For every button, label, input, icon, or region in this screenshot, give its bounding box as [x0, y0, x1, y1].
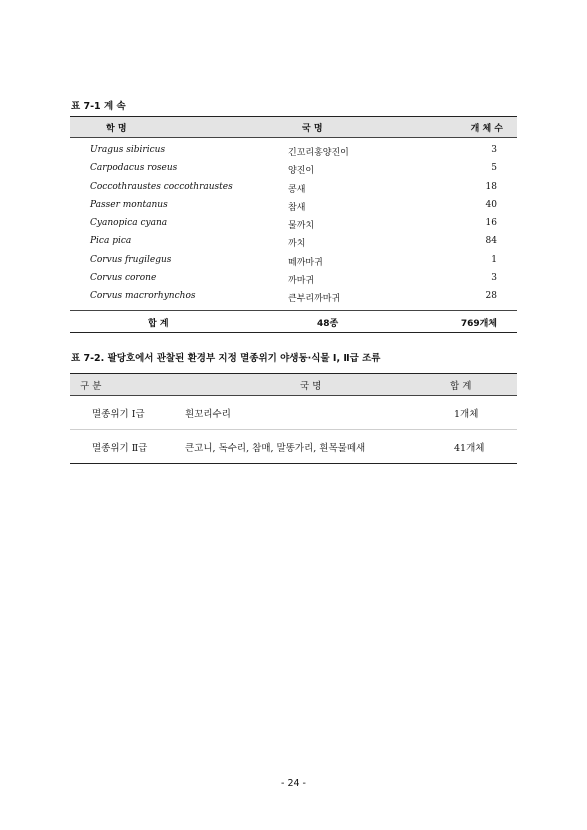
individual-count: 3	[491, 273, 497, 284]
species-table-header	[70, 117, 517, 138]
table-row	[70, 233, 517, 251]
header-scientific-name: 학 명	[106, 124, 127, 134]
individual-count: 3	[491, 145, 497, 155]
scientific-name: Corvus macrorhynchos	[90, 291, 196, 302]
total-individuals: 769개체	[460, 318, 497, 329]
individual-count: 84	[485, 236, 497, 247]
species-names: 흰꼬리수리	[185, 409, 231, 420]
header-total: 합 계	[450, 381, 472, 392]
header-korean-name: 국 명	[300, 381, 322, 392]
table-row	[70, 252, 517, 270]
scientific-name: Passer montanus	[90, 199, 168, 210]
total-species: 48종	[317, 318, 339, 329]
species-names: 큰고니, 독수리, 참매, 말똥가리, 흰목물떼새	[185, 443, 366, 454]
endangered-table	[70, 373, 517, 464]
scientific-name: Corvus corone	[90, 273, 157, 284]
korean-name: 긴꼬리홍양진이	[288, 148, 349, 158]
endangered-table-header	[70, 374, 517, 396]
endangered-category: 멸종위기 Ⅰ급	[92, 409, 145, 420]
page-number: - 24 -	[281, 778, 306, 789]
total-label: 합 계	[148, 318, 169, 329]
korean-name: 물까치	[288, 221, 315, 232]
scientific-name: Cyanopica cyana	[90, 218, 168, 229]
korean-name: 까마귀	[288, 276, 315, 287]
table-row	[70, 179, 517, 197]
individual-count: 28	[485, 291, 497, 302]
scientific-name: Carpodacus roseus	[90, 163, 178, 174]
individual-count: 18	[485, 181, 497, 192]
table-row	[70, 270, 517, 288]
species-table-total-row	[70, 310, 517, 332]
korean-name: 까치	[288, 239, 306, 250]
individual-count: 5	[491, 163, 497, 174]
table-row	[70, 160, 517, 178]
korean-name: 참새	[288, 202, 306, 213]
table-row	[70, 396, 517, 429]
table-row	[70, 142, 517, 160]
scientific-name: Coccothraustes coccothraustes	[90, 181, 233, 192]
individual-count: 16	[485, 218, 497, 229]
individual-total: 41개체	[454, 443, 485, 454]
scientific-name: Corvus frugilegus	[90, 254, 172, 265]
species-table	[70, 116, 517, 333]
scientific-name: Pica pica	[90, 236, 132, 247]
header-korean-name: 국 명	[302, 124, 323, 134]
table-row	[70, 197, 517, 215]
table-row	[70, 288, 517, 306]
table1-caption: 표 7-1 계 속	[71, 101, 126, 112]
individual-count: 40	[485, 199, 497, 210]
table-row	[70, 429, 517, 463]
scientific-name: Uragus sibiricus	[90, 145, 166, 155]
korean-name: 떼까마귀	[288, 257, 323, 268]
korean-name: 양진이	[288, 166, 315, 177]
korean-name: 큰부리까마귀	[288, 294, 341, 305]
korean-name: 콩새	[288, 184, 306, 195]
individual-total: 1개체	[454, 409, 479, 420]
header-individual-count: 개 체 수	[470, 124, 503, 134]
table-row	[70, 215, 517, 233]
table2-caption: 표 7-2. 팔당호에서 관찰된 환경부 지정 멸종위기 야생동·식물 Ⅰ, Ⅱ급 조류	[71, 353, 381, 364]
individual-count: 1	[491, 254, 497, 265]
endangered-category: 멸종위기 Ⅱ급	[92, 443, 148, 454]
header-category: 구 분	[80, 381, 102, 392]
